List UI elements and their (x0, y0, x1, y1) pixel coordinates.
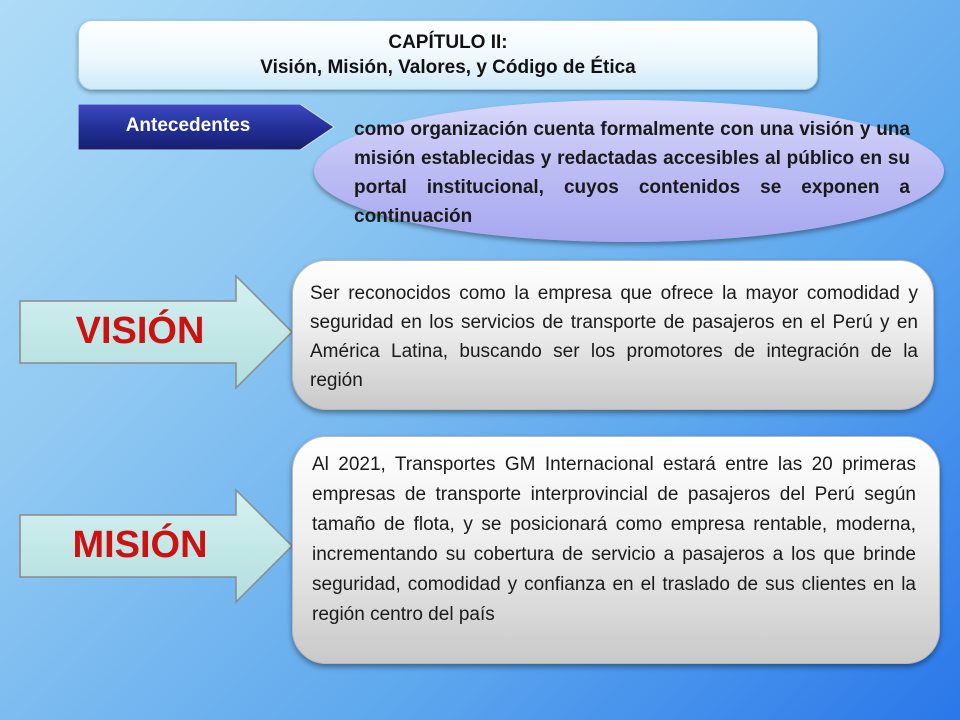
antecedentes-text: como organización cuenta formalmente con una visión y una misión establecidas y redactadas accesibles al público en su portal institucional, cuyos contenidos se exponen a continuación (354, 119, 910, 227)
antecedentes-label: Antecedentes (125, 115, 251, 136)
chapter-title-box (78, 20, 818, 90)
chapter-title-line2: Visión, Misión, Valores, y Código de Ética (260, 57, 636, 78)
antecedentes-banner (78, 104, 336, 150)
chapter-title-line1: CAPÍTULO II: (388, 32, 508, 53)
mision-text: Al 2021, Transportes GM Internacional estará entre las 20 primeras empresas de transporte interprovincial de pasajeros del Perú según tamaño de flota, y se posicionará como empresa rentable, moderna, incrementando su cobertura de servicio a pasajeros a los que brinde seguridad, comodidad y confianza en el traslado de sus clientes en la región centro del país (312, 454, 916, 625)
vision-text: Ser reconocidos como la empresa que ofrece la mayor comodidad y seguridad en los servicios de transporte de pasajeros en el Perú y en América Latina, buscando ser los promotores de integración de la región (310, 283, 918, 391)
vision-label: VISIÓN (75, 310, 205, 352)
mision-label: MISIÓN (72, 524, 208, 566)
